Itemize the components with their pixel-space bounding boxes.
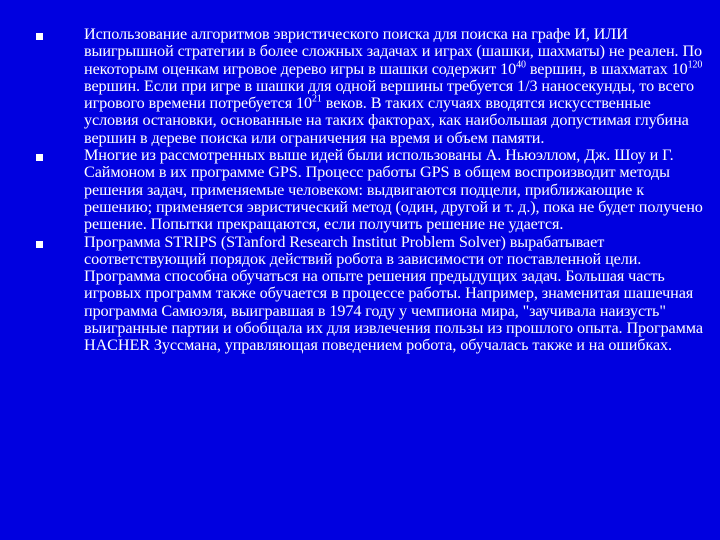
bullet-1-part-2: вершин, в шахматах 10: [525, 59, 688, 78]
square-bullet-icon: [36, 33, 43, 40]
bullet-text-3: Программа STRIPS (STanford Research Institut Problem Solver) вырабатывает соответствующий порядок действий робота в зависимости от поставленной цели. Программа способна обучаться на опыте решения предыдущих задач. Большая часть игровых программ также обучается в процессе работы. Например, знаменитая шашечная программа Самюэля, выигравшая в 1974 году у чемпиона мира, "заучивала наизусть" выигранные партии и обобщала их для извлечения пользы из прошлого опыта. Программа HACHER Зуссмана, управляющая поведением робота, обучалась также и на ошибках.: [84, 232, 703, 355]
exponent-120: 120: [687, 59, 703, 71]
bullet-1-part-1: Использование алгоритмов эвристического поиска для поиска на графе И, ИЛИ выигрышной стратегии в более сложных задачах и играх (шашки, шахматы) не реален. По некоторым оценкам игровое дерево игры в шашки содержит 10: [84, 25, 703, 78]
square-bullet-icon: [36, 154, 43, 161]
list-item: [36, 147, 704, 233]
bullet-text-1: [84, 26, 704, 147]
exponent-40: 40: [516, 59, 526, 71]
list-item: [36, 26, 704, 147]
bullet-1-part-3: вершин. Если при игре в шашки для одной вершины требуется 1/3 наносекунды, то всего игрового времени потребуется 10: [84, 76, 694, 113]
exponent-21: 21: [312, 93, 322, 105]
bullet-1-part-4: веков. В таких случаях вводятся искусственные условия остановки, основанные на таких факторах, как наибольшая допустимая глубина вершин в дереве поиска или ограничения на время и объем памяти.: [84, 94, 689, 147]
bullet-text-2: Многие из рассмотренных выше идей были использованы А. Ньюэллом, Дж. Шоу и Г. Саймоном в их программе GPS. Процесс работы GPS в общем воспроизводит методы решения задач, применяемые человеком: выдвигаются подцели, приближающие к решению; применяется эвристический метод (один, другой и т. д.), пока не будет получено решение. Попытки прекращаются, если получить решение не удается.: [84, 146, 703, 234]
square-bullet-icon: [36, 241, 43, 248]
list-item: [36, 234, 704, 355]
bullet-list: [36, 26, 704, 355]
